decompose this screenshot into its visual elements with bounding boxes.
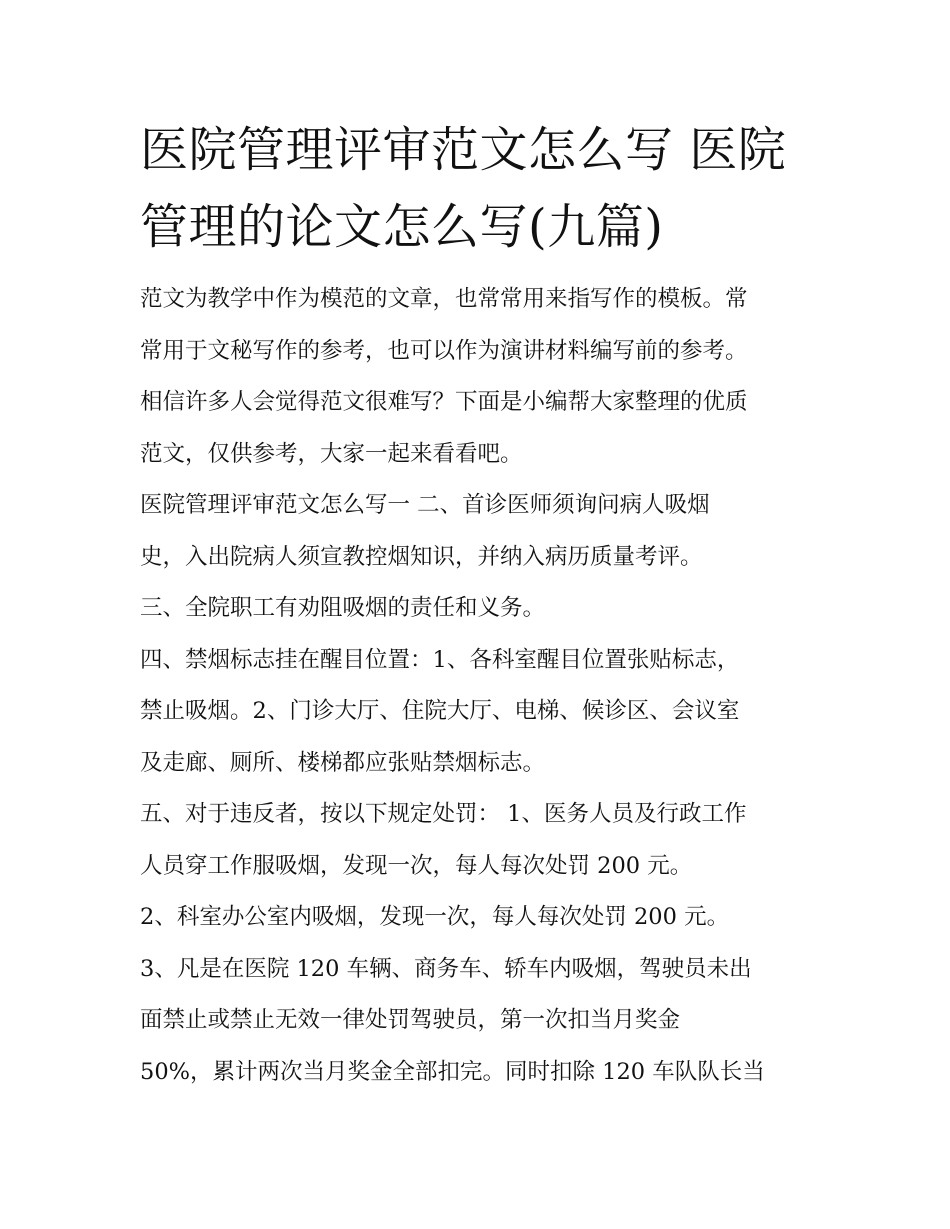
body-line: 相信许多人会觉得范文很难写？下面是小编帮大家整理的优质 [140, 389, 748, 415]
title-line-2: 管理的论文怎么写(九篇) [140, 199, 664, 255]
document-title [140, 112, 820, 266]
body-line: 史，入出院病人须宣教控烟知识，并纳入病历质量考评。 [140, 543, 703, 570]
body-line: 三、全院职工有劝阻吸烟的责任和义务。 [140, 595, 546, 621]
body-line: 范文为教学中作为模范的文章，也常常用来指写作的模板。常 [140, 286, 748, 312]
body-line: 3、凡是在医院 120 车辆、商务车、轿车内吸烟，驾驶员未出 [140, 955, 752, 982]
body-line: 及走廊、厕所、楼梯都应张贴禁烟标志。 [140, 749, 546, 776]
body-line: 面禁止或禁止无效一律处罚驾驶员，第一次扣当月奖金 [140, 1007, 681, 1033]
body-line: 2、科室办公室内吸烟，发现一次，每人每次处罚 200 元。 [140, 904, 730, 930]
body-line: 医院管理评审范文怎么写一 二、首诊医师须询问病人吸烟 [140, 492, 710, 518]
document-page [140, 112, 820, 1098]
body-line: 范文，仅供参考，大家一起来看看吧。 [140, 440, 523, 467]
body-line: 四、禁烟标志挂在醒目位置：1、各科室醒目位置张贴标志， [140, 646, 740, 673]
body-line: 人员穿工作服吸烟，发现一次，每人每次处罚 200 元。 [140, 852, 693, 879]
document-body [140, 274, 820, 1098]
body-line: 50%，累计两次当月奖金全部扣完。同时扣除 120 车队队长当 [140, 1058, 765, 1085]
body-line: 五、对于违反者，按以下规定处罚： 1、医务人员及行政工作 [140, 801, 747, 827]
body-line: 禁止吸烟。2、门诊大厅、住院大厅、电梯、候诊区、会议室 [140, 698, 740, 724]
title-line-1: 医院管理评审范文怎么写 医院 [140, 122, 787, 178]
body-line: 常用于文秘写作的参考，也可以作为演讲材料编写前的参考。 [140, 337, 748, 364]
